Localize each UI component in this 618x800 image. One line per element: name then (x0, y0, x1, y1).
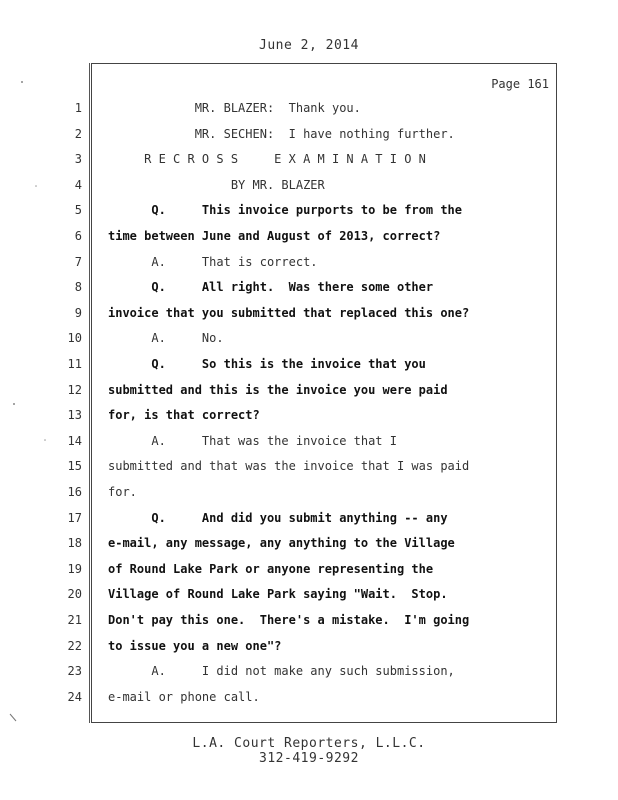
line-number: 2 (74, 127, 82, 141)
line-number: 18 (67, 536, 82, 550)
line-number: 24 (67, 690, 82, 704)
line-text: for, is that correct? (108, 408, 260, 422)
line-number: 20 (67, 587, 82, 601)
line-number: 16 (67, 485, 82, 499)
line-text: BY MR. BLAZER (108, 178, 325, 192)
line-number: 10 (67, 331, 82, 345)
line-number: 5 (74, 203, 82, 217)
line-text: A. No. (108, 331, 224, 345)
transcript-date: June 2, 2014 (259, 38, 359, 53)
line-text: e-mail or phone call. (108, 690, 260, 704)
line-number: 8 (74, 280, 82, 294)
line-text: of Round Lake Park or anyone representing the (108, 562, 434, 576)
line-text: Don't pay this one. There's a mistake. I'm going (108, 613, 470, 627)
line-text: Q. And did you submit anything -- any (108, 511, 448, 525)
line-text: Q. This invoice purports to be from the (108, 203, 463, 217)
line-number: 21 (67, 613, 82, 627)
line-number: 4 (74, 178, 82, 192)
line-number: 15 (67, 459, 82, 473)
line-text: MR. BLAZER: Thank you. (108, 101, 361, 115)
footer-phone: 312-419-9292 (259, 751, 359, 766)
line-number: 11 (67, 357, 82, 371)
line-number: 22 (67, 639, 82, 653)
line-text: Village of Round Lake Park saying "Wait. Stop. (108, 587, 448, 601)
line-number: 6 (74, 229, 82, 243)
line-text: invoice that you submitted that replaced this one? (108, 306, 470, 320)
line-text: R E C R O S S E X A M I N A T I O N (108, 152, 426, 166)
footer-company: L.A. Court Reporters, L.L.C. (192, 736, 426, 751)
line-text: MR. SECHEN: I have nothing further. (108, 127, 455, 141)
line-text: submitted and that was the invoice that I was paid (108, 459, 470, 473)
line-text: submitted and this is the invoice you were paid (108, 383, 448, 397)
line-text: to issue you a new one"? (108, 639, 282, 653)
line-text: e-mail, any message, any anything to the Village (108, 536, 455, 550)
line-number: 14 (67, 434, 82, 448)
line-number: 17 (67, 511, 82, 525)
line-number: 19 (67, 562, 82, 576)
line-text: A. I did not make any such submission, (108, 664, 455, 678)
line-text: Q. So this is the invoice that you (108, 357, 426, 371)
line-text: time between June and August of 2013, correct? (108, 229, 441, 243)
line-text: Q. All right. Was there some other (108, 280, 434, 294)
line-text: A. That is correct. (108, 255, 318, 269)
line-number: 23 (67, 664, 82, 678)
page-number: Page 161 (491, 77, 549, 91)
line-text: for. (108, 485, 137, 499)
line-text: A. That was the invoice that I (108, 434, 397, 448)
line-number: 7 (74, 255, 82, 269)
line-number: 9 (74, 306, 82, 320)
line-number: 1 (74, 101, 82, 115)
line-number: 3 (74, 152, 82, 166)
line-number: 13 (67, 408, 82, 422)
line-number: 12 (67, 383, 82, 397)
